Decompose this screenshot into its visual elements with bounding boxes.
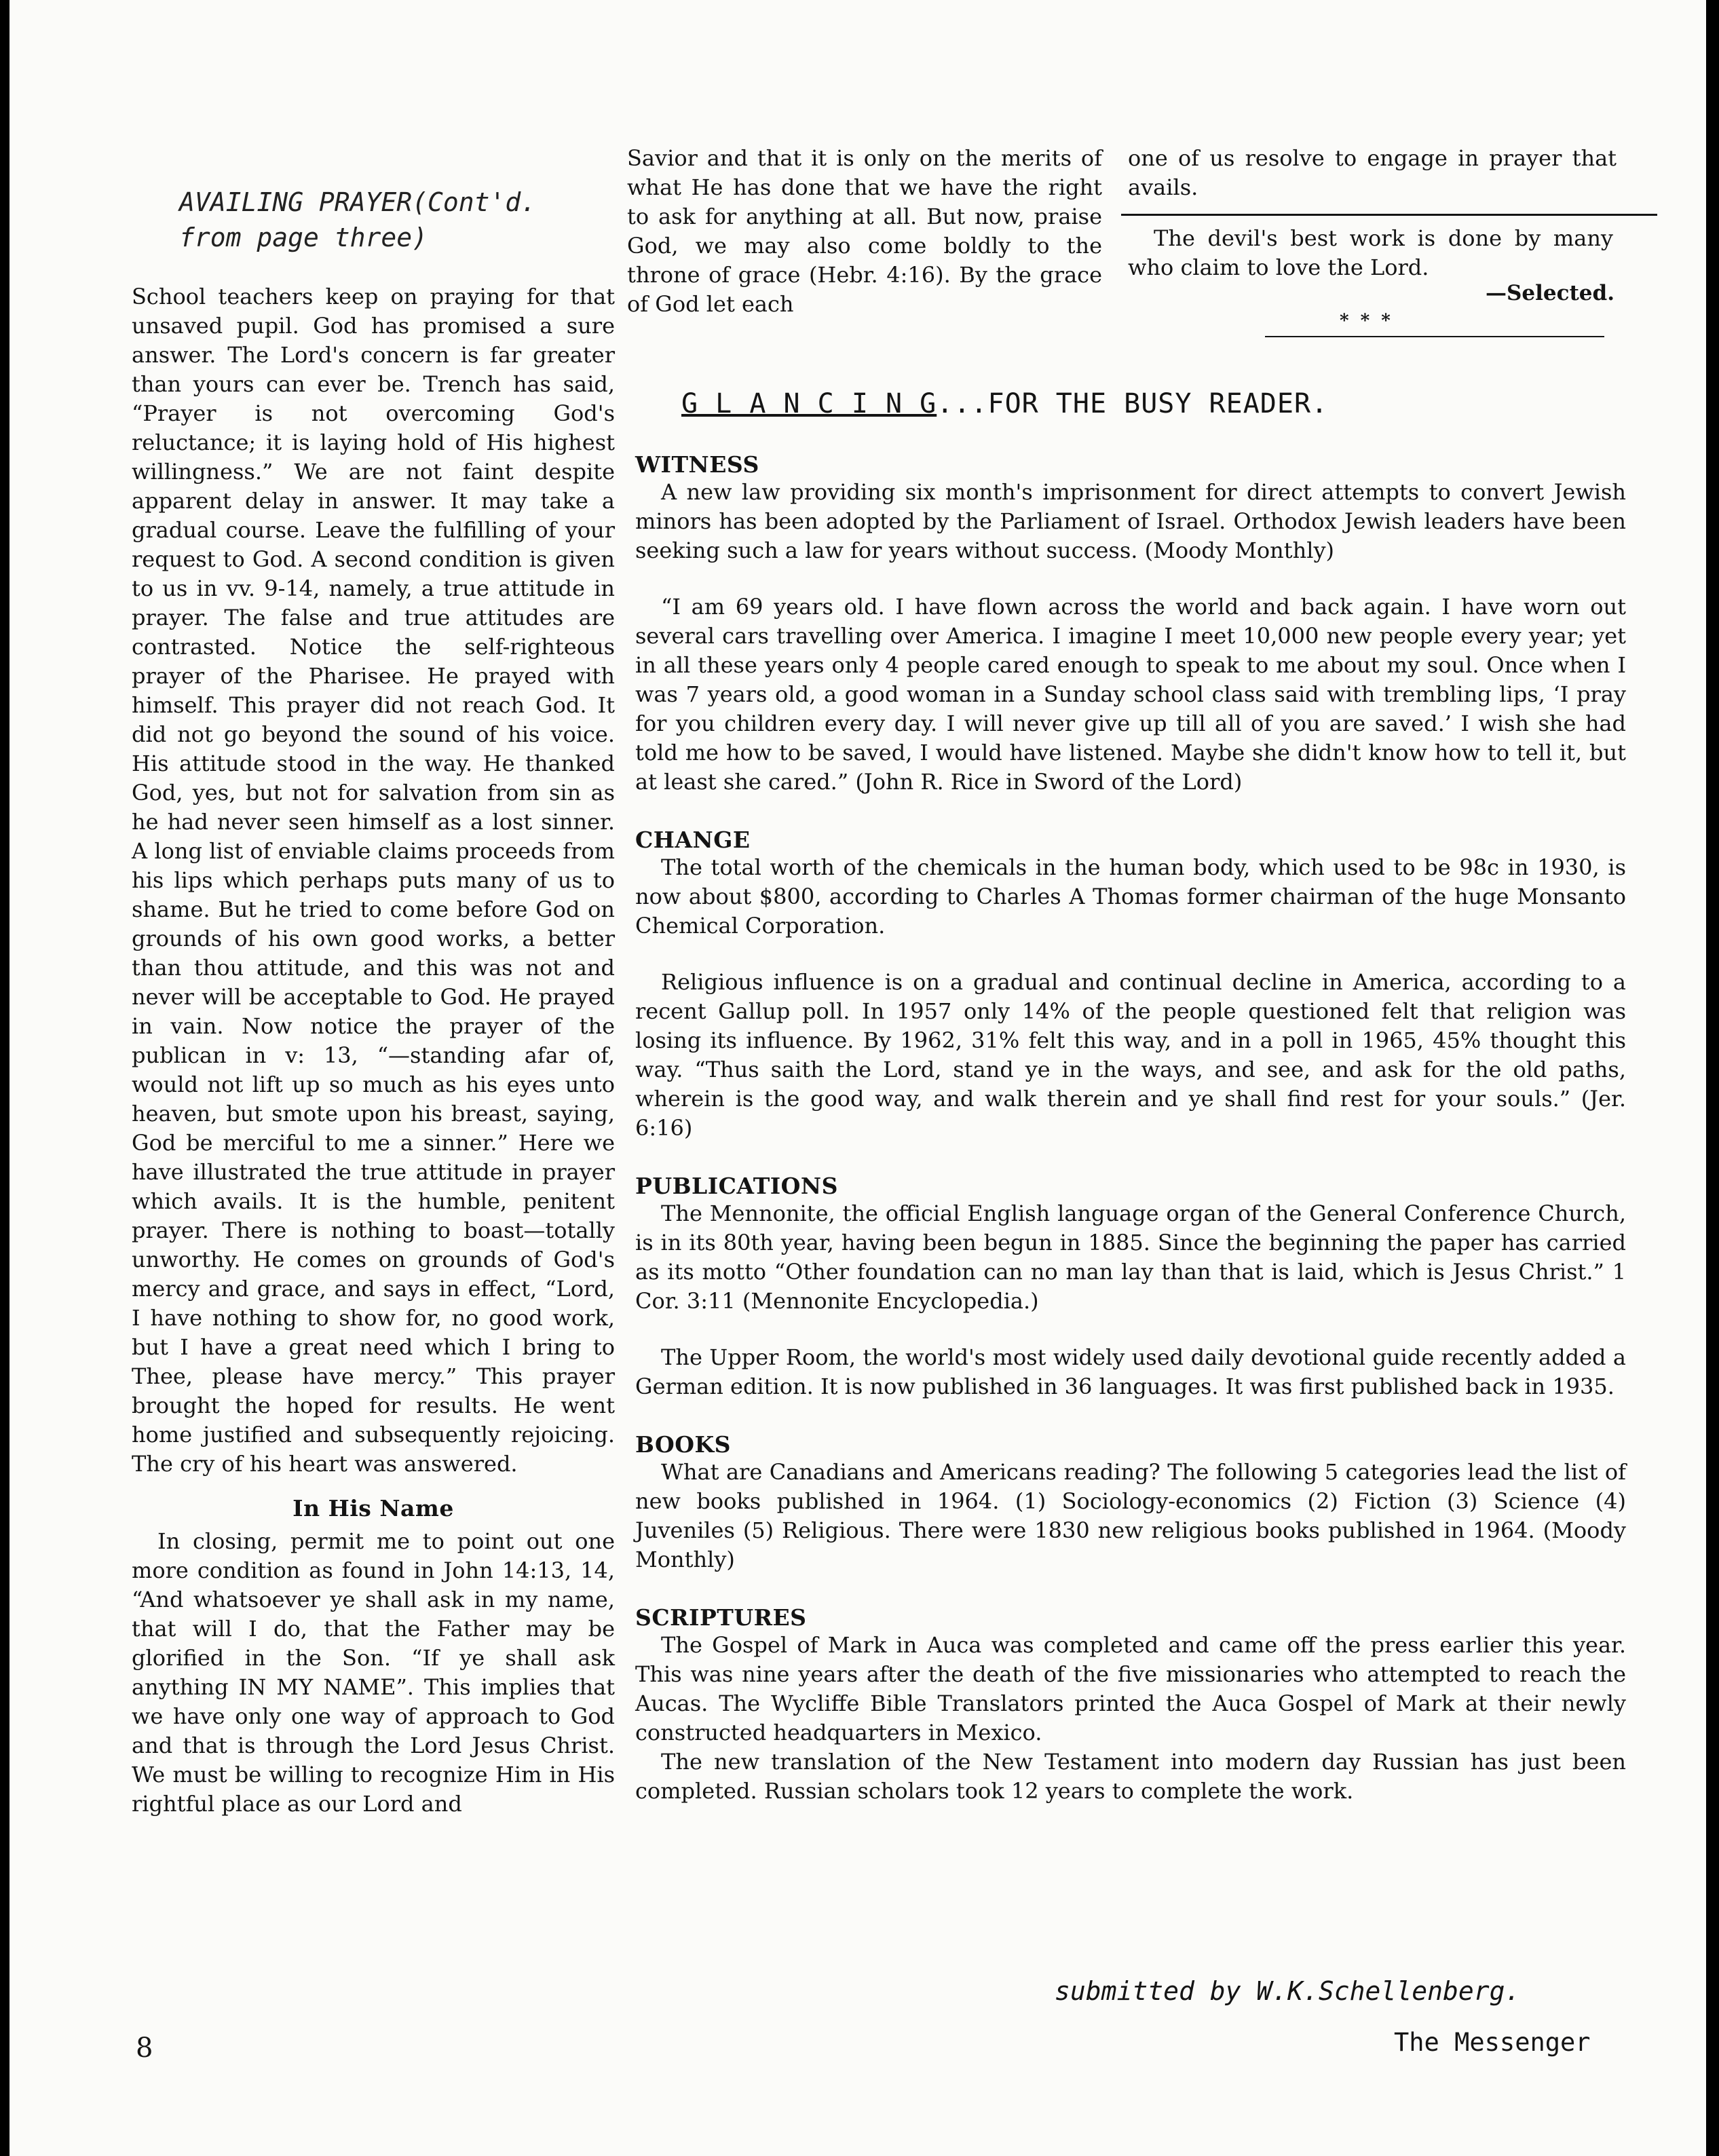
scriptures-paragraph-1: The Gospel of Mark in Auca was completed and came off the press earlier this year. This was nine years after the death of the five missionaries who attempted to reach the Aucas. The Wycliffe Bible Translators printed the Auca Gospel of Mark at their newly constructed headquarters in Mexico. (635, 1632, 1626, 1745)
glancing-title-rest: ...FOR THE BUSY READER. (937, 388, 1329, 419)
left-column-article (132, 282, 615, 1972)
books-paragraph-1: What are Canadians and Americans reading? The following 5 categories lead the list of new books published in 1964. (1) Sociology-economics (2) Fiction (3) Science (4) Juveniles (5) Religious. There were 1830 new religious books published in 1964. (Moody Monthly) (635, 1459, 1626, 1572)
submitted-by: submitted by W.K.Schellenberg. (1055, 1976, 1521, 2006)
books-heading: BOOKS (635, 1431, 732, 1458)
top-middle-continuation: Savior and that it is only on the merits of what He has done that we have the right to ask for anything at all. But now, praise God, we may also come boldly to the throne of grace (Hebr. 4:16). By the grace of God let each (627, 145, 1102, 317)
devil-quote: The devil's best work is done by many who claim to love the Lord. (1128, 225, 1613, 280)
publications-paragraph-1: The Mennonite, the official English language organ of the General Conference Church, is in its 80th year, having been begun in 1885. Since the beginning the paper has carried as its motto “Other foundation can no man lay than that is laid, which is Jesus Christ.” 1 Cor. 3:11 (Mennonite Encyclopedia.) (635, 1200, 1626, 1314)
glancing-title (681, 388, 1328, 419)
publications-heading: PUBLICATIONS (635, 1173, 838, 1199)
publication-name: The Messenger (1394, 2028, 1591, 2057)
section-end-rule (1265, 336, 1604, 337)
witness-paragraph-1: A new law providing six month's imprisonment for direct attempts to convert Jewish minors has been adopted by the Parliament of Israel. Orthodox Jewish leaders have been seeking such a law for years without success. (Moody Monthly) (635, 479, 1626, 563)
in-his-name-subheading: In His Name (292, 1495, 454, 1521)
scriptures-heading: SCRIPTURES (635, 1604, 807, 1631)
left-paragraph-2: In closing, permit me to point out one more condition as found in John 14:13, 14, “And whatsoever ye shall ask in my name, that will I do, that the Father may be glorified in the Son. “If ye shall ask anything IN MY NAME”. This implies that we have only one way of approach to God and that is through the Lord Jesus Christ. We must be willing to recognize Him in His rightful place as our Lord and (132, 1528, 615, 1817)
page-number: 8 (136, 2032, 153, 2064)
top-right-rule (1121, 214, 1657, 216)
continuation-heading: AVAILING PRAYER(Cont'd. from page three) (179, 187, 537, 252)
glancing-title-spaced: G L A N C I N G (681, 388, 937, 419)
top-right-continuation: one of us resolve to engage in prayer that avails. (1128, 145, 1617, 200)
change-paragraph-1: The total worth of the chemicals in the human body, which used to be 98c in 1930, is now about $800, according to Charles A Thomas former chairman of the huge Monsanto Chemical Corporation. (635, 854, 1626, 939)
witness-heading: WITNESS (635, 451, 759, 478)
newsletter-page (10, 0, 1706, 2156)
glancing-sections (635, 451, 1626, 1890)
publications-paragraph-2: The Upper Room, the world's most widely used daily devotional guide recently added a German edition. It is now published in 36 languages. It was first published back in 1935. (635, 1344, 1626, 1399)
section-stars: * * * (1340, 311, 1393, 331)
left-paragraph-1: School teachers keep on praying for that unsaved pupil. God has promised a sure answer. The Lord's concern is far greater than yours can ever be. Trench has said, “Prayer is not overcoming God's reluctance; it is laying hold of His highest willingness.” We are not faint despite apparent delay in answer. It may take a gradual course. Leave the fulfilling of your request to God. A second condition is given to us in vv. 9-14, namely, a true attitude in prayer. The false and true attitudes are contrasted. Notice the self-righteous prayer of the Pharisee. He prayed with himself. This prayer did not reach God. It did not go beyond the sound of his voice. His attitude stood in the way. He thanked God, yes, but not for salvation from sin as he had never seen himself as a lost sinner. A long list of enviable claims proceeds from his lips which perhaps puts many of us to shame. But he tried to come before God on grounds of his own good works, a better than thou attitude, and this was not and never will be acceptable to God. He prayed in vain. Now notice the prayer of the publican in v: 13, “—standing afar of, would not lift up so much as his eyes unto heaven, but smote upon his breast, saying, God be merciful to me a sinner.” Here we have illustrated the true attitude in prayer which avails. It is the humble, penitent prayer. There is nothing to boast—totally unworthy. He comes on grounds of God's mercy and grace, and says in effect, “Lord, I have nothing to show for, no good work, but I have a great need which I bring to Thee, please have mercy.” This prayer brought the hoped for results. He went home justified and subsequently rejoicing. The cry of his heart was answered. (132, 284, 615, 1477)
witness-paragraph-2: “I am 69 years old. I have flown across the world and back again. I have worn out several cars travelling over America. I imagine I meet 10,000 new people every year; yet in all these years only 4 people cared enough to speak to me about my soul. Once when I was 7 years old, a good woman in a Sunday school class said with trembling lips, ‘I pray for you children every day. I will never give up till all of you are saved.’ I wish she had told me how to be saved, I would have listened. Maybe she didn't know how to tell it, but at least she cared.” (John R. Rice in Sword of the Lord) (635, 594, 1626, 795)
quote-attribution: —Selected. (1486, 281, 1614, 305)
change-heading: CHANGE (635, 827, 751, 853)
scriptures-paragraph-2: The new translation of the New Testament into modern day Russian has just been completed. Russian scholars took 12 years to complete the work. (635, 1749, 1626, 1804)
change-paragraph-2: Religious influence is on a gradual and continual decline in America, according to a recent Gallup poll. In 1957 only 14% of the people questioned felt that religion was losing its influence. By 1962, 31% felt this way, and in a poll in 1965, 45% thought this way. “Thus saith the Lord, stand ye in the ways, and see, and ask for the old paths, wherein is the good way, and walk therein and ye shall find rest for your souls.” (Jer. 6:16) (635, 969, 1626, 1141)
